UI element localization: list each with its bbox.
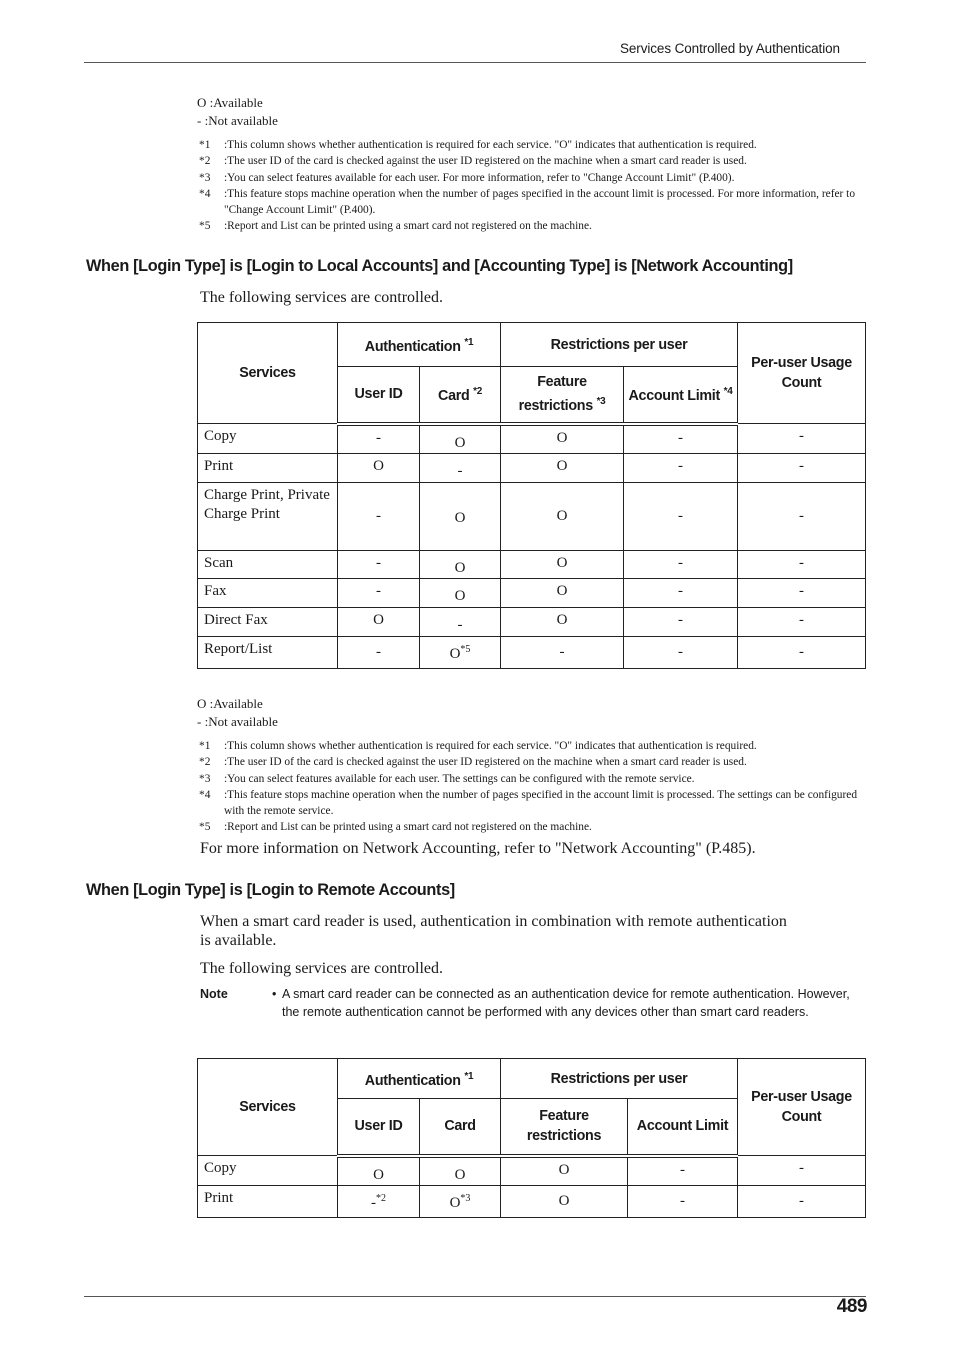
- cell-usage: -: [738, 482, 866, 550]
- cell-card: $O^{*5}$: [420, 636, 501, 668]
- header-rule: [84, 62, 866, 63]
- cell-card: O: [420, 550, 501, 578]
- footnote: *2 :The user ID of the card is checked against the user ID registered on the machine when a smart card reader is used.: [199, 155, 747, 168]
- cell-usage: -: [738, 424, 866, 454]
- running-head: Services Controlled by Authentication: [620, 41, 840, 56]
- cell-card: O: [420, 1156, 501, 1186]
- footnote: *5 :Report and List can be printed using a smart card not registered on the machine.: [199, 821, 592, 834]
- header-account-limit: Account Limit: [628, 1099, 738, 1156]
- cell-limit: -: [624, 453, 738, 482]
- header-user-id: User ID: [338, 1099, 420, 1156]
- cell-usage: -: [738, 578, 866, 607]
- note-text: • A smart card reader can be connected as an authentication device for remote authentication. However, the remote authentication cannot be performed with any devices other than smart card readers.: [272, 986, 852, 1021]
- section-heading-network-accounting: When [Login Type] is [Login to Local Accounts] and [Accounting Type] is [Network Accounting]: [86, 257, 793, 275]
- legend-top: [197, 94, 278, 130]
- footnote: *4 :This feature stops machine operation when the number of pages specified in the account limit is processed. The settings can be configured with the remote service.: [199, 788, 858, 818]
- header-restrictions: Restrictions per user: [501, 323, 738, 367]
- note-label: Note: [200, 987, 228, 1001]
- cell-service: Scan: [198, 550, 338, 578]
- legend-mid: [197, 695, 278, 731]
- cell-feature: O: [501, 607, 624, 636]
- cell-limit: -: [628, 1185, 738, 1217]
- footnotes-mid: [199, 738, 867, 836]
- cell-limit: -: [624, 607, 738, 636]
- cell-limit: -: [624, 550, 738, 578]
- header-usage-count: Per-user Usage Count: [738, 323, 866, 424]
- cell-service: Copy: [198, 424, 338, 454]
- table-header-row: [198, 323, 866, 367]
- cell-card: $O^{*3}$: [420, 1185, 501, 1217]
- cell-service: Report/List: [198, 636, 338, 668]
- cell-service: Fax: [198, 578, 338, 607]
- cell-usage: -: [738, 1185, 866, 1217]
- table-row: [198, 424, 866, 454]
- cell-feature: O: [501, 578, 624, 607]
- cell-card: O: [420, 424, 501, 454]
- footer-rule: [84, 1296, 866, 1297]
- bullet-icon: •: [272, 987, 277, 1001]
- footnote: *3 :You can select features available for each user. For more information, refer to "Change Account Limit" (P.400).: [199, 171, 735, 184]
- table-row: [198, 453, 866, 482]
- footnote: *5 :Report and List can be printed using a smart card not registered on the machine.: [199, 220, 592, 233]
- table-row: [198, 636, 866, 668]
- cell-limit: -: [628, 1156, 738, 1186]
- legend-available: O :Available: [197, 95, 263, 110]
- cell-user-id: -: [338, 424, 420, 454]
- cell-usage: -: [738, 453, 866, 482]
- cell-feature: O: [501, 550, 624, 578]
- cell-user-id: -: [338, 636, 420, 668]
- cell-card: -: [420, 453, 501, 482]
- cell-feature: O: [501, 424, 624, 454]
- header-services: Services: [198, 323, 338, 424]
- legend-available: O :Available: [197, 696, 263, 711]
- cell-user-id: -$^{*2}$: [338, 1185, 420, 1217]
- services-table-remote: [197, 1058, 866, 1218]
- footnotes-top: [199, 137, 867, 235]
- cell-usage: -: [738, 550, 866, 578]
- header-feature-restrictions: Feature restrictions: [501, 1099, 628, 1156]
- cell-service: Charge Print, Private Charge Print: [198, 482, 338, 550]
- cell-feature: O: [501, 1185, 628, 1217]
- table-row: [198, 550, 866, 578]
- header-usage-count: Per-user Usage Count: [738, 1059, 866, 1156]
- cell-card: O: [420, 482, 501, 550]
- paragraph-smart-card: When a smart card reader is used, authentication in combination with remote authentication is available.: [200, 913, 787, 949]
- header-card: Card: [420, 1099, 501, 1156]
- cell-service: Print: [198, 1185, 338, 1217]
- cell-user-id: -: [338, 482, 420, 550]
- header-feature-restrictions: Feature restrictions $^{*3}$: [501, 367, 624, 424]
- cell-feature: O: [501, 1156, 628, 1186]
- cell-user-id: -: [338, 578, 420, 607]
- cell-usage: -: [738, 607, 866, 636]
- more-info-text: For more information on Network Accounting, refer to "Network Accounting" (P.485).: [200, 840, 756, 857]
- header-restrictions: Restrictions per user: [501, 1059, 738, 1099]
- header-user-id: User ID: [338, 367, 420, 424]
- cell-card: -: [420, 607, 501, 636]
- cell-service: Direct Fax: [198, 607, 338, 636]
- header-services: Services: [198, 1059, 338, 1156]
- cell-service: Copy: [198, 1156, 338, 1186]
- cell-limit: -: [624, 424, 738, 454]
- cell-feature: O: [501, 482, 624, 550]
- cell-limit: -: [624, 636, 738, 668]
- cell-limit: -: [624, 578, 738, 607]
- header-authentication: Authentication $^{*1}$: [338, 323, 501, 367]
- intro-text: The following services are controlled.: [200, 289, 444, 306]
- table-row: [198, 607, 866, 636]
- table-row: [198, 482, 866, 550]
- cell-feature: O: [501, 453, 624, 482]
- header-card: Card $^{*2}$: [420, 367, 501, 424]
- cell-card: O: [420, 578, 501, 607]
- intro-text: The following services are controlled.: [200, 960, 444, 977]
- page-number: 489: [836, 1296, 867, 1317]
- legend-not-available: - :Not available: [197, 113, 278, 128]
- services-table-local: [197, 322, 866, 669]
- footnote: *3 :You can select features available for each user. The settings can be configured with the remote service.: [199, 772, 695, 785]
- cell-user-id: O: [338, 1156, 420, 1186]
- table-row: [198, 1156, 866, 1186]
- table-row: [198, 578, 866, 607]
- table-row: [198, 1185, 866, 1217]
- footnote: *1 :This column shows whether authentication is required for each service. "O" indicates that authentication is required.: [199, 740, 757, 752]
- table-header-row: [198, 1059, 866, 1099]
- cell-feature: -: [501, 636, 624, 668]
- cell-usage: -: [738, 1156, 866, 1186]
- header-authentication: Authentication $^{*1}$: [338, 1059, 501, 1099]
- cell-limit: -: [624, 482, 738, 550]
- cell-service: Print: [198, 453, 338, 482]
- footnote: *2 :The user ID of the card is checked against the user ID registered on the machine when a smart card reader is used.: [199, 756, 747, 769]
- cell-user-id: O: [338, 453, 420, 482]
- section-heading-remote-accounts: When [Login Type] is [Login to Remote Accounts]: [86, 881, 455, 899]
- legend-not-available: - :Not available: [197, 714, 278, 729]
- cell-user-id: -: [338, 550, 420, 578]
- footnote: *4 :This feature stops machine operation when the number of pages specified in the account limit is processed. For more information, refer to "Change Account Limit" (P.400).: [199, 187, 856, 217]
- header-account-limit: Account Limit $^{*4}$: [624, 367, 738, 424]
- cell-usage: -: [738, 636, 866, 668]
- footnote: *1 :This column shows whether authentication is required for each service. "O" indicates that authentication is required.: [199, 139, 757, 151]
- cell-user-id: O: [338, 607, 420, 636]
